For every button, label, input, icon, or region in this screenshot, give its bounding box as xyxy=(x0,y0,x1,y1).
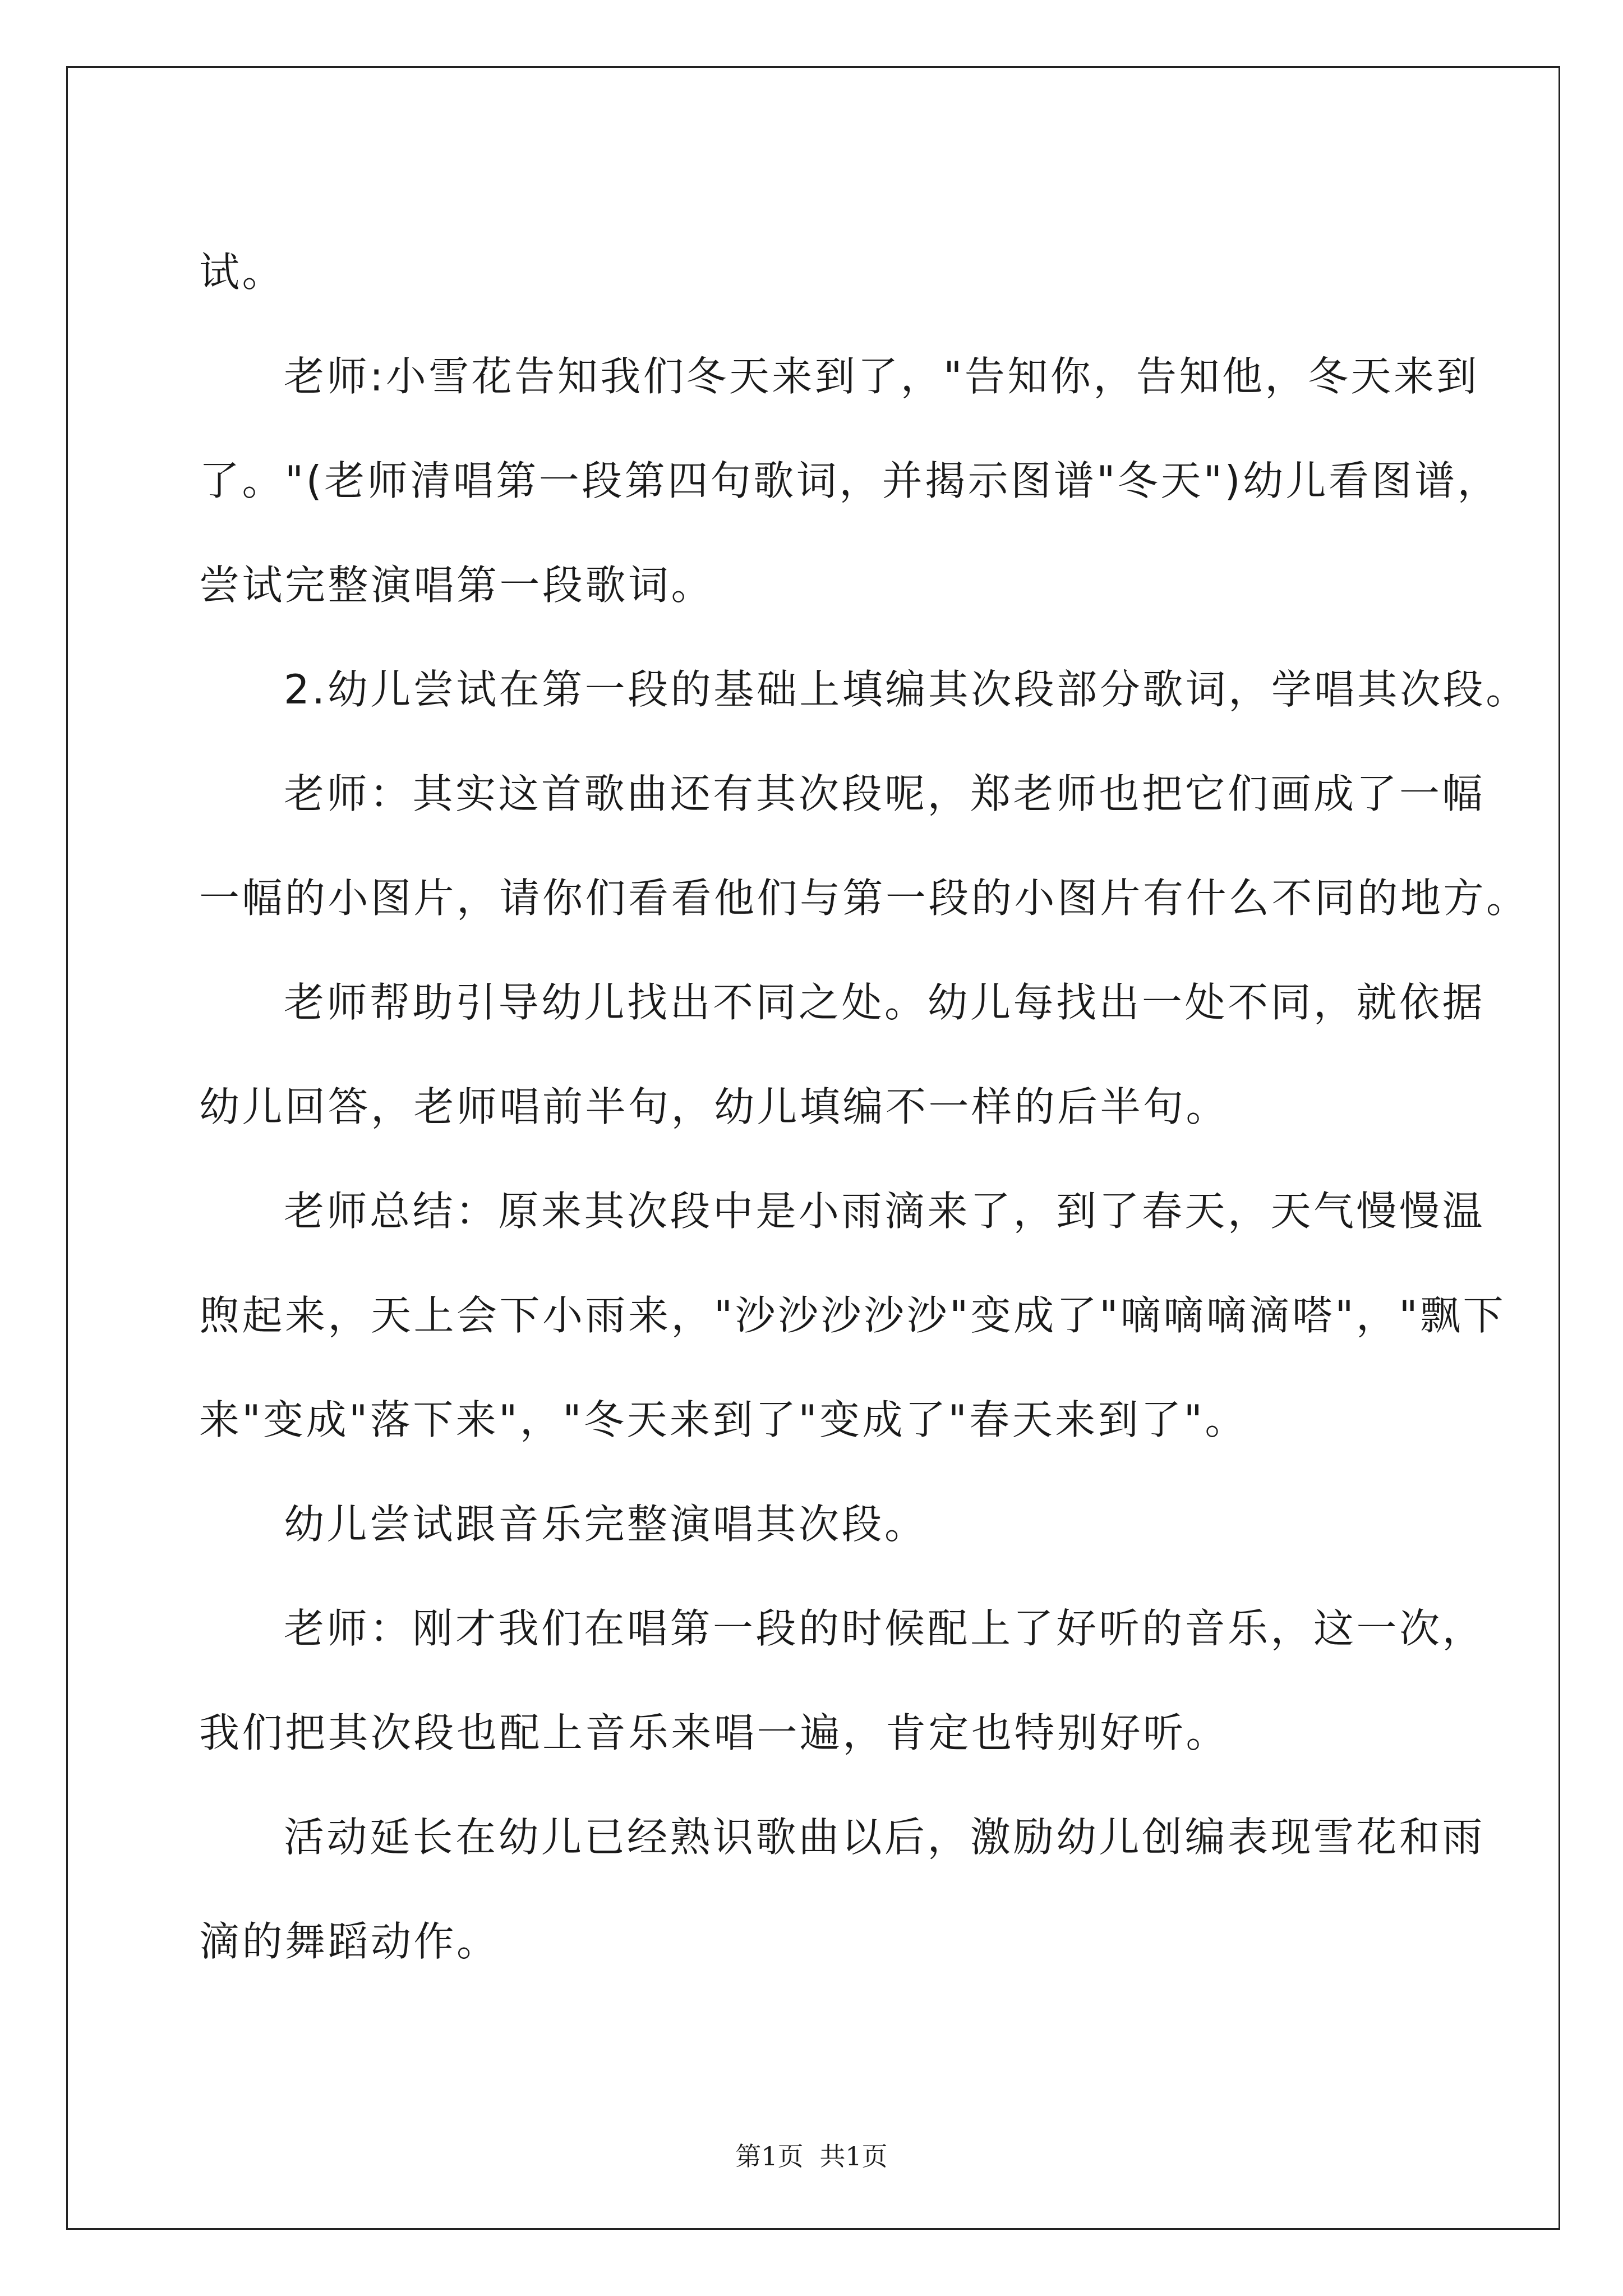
text-line-8: 老师帮助引导幼儿找出不同之处。幼儿每找出一处不同，就依据 xyxy=(284,979,1486,1026)
text-line-6: 老师：其实这首歌曲还有其次段呢，郑老师也把它们画成了一幅 xyxy=(284,770,1486,817)
text-line-14: 老师：刚才我们在唱第一段的时候配上了好听的音乐，这一次， xyxy=(284,1605,1486,1652)
text-line-3: 了。"(老师清唱第一段第四句歌词，并揭示图谱"冬天")幼儿看图谱， xyxy=(199,457,1501,504)
text-line-2: 老师:小雪花告知我们冬天来到了，"告知你，告知他，冬天来到 xyxy=(284,353,1479,400)
text-line-7: 一幅的小图片，请你们看看他们与第一段的小图片有什么不同的地方。 xyxy=(199,875,1529,922)
text-line-4: 尝试完整演唱第一段歌词。 xyxy=(199,562,714,609)
text-line-17: 滴的舞蹈动作。 xyxy=(199,1918,500,1965)
text-line-13: 幼儿尝试跟音乐完整演唱其次段。 xyxy=(284,1501,928,1548)
text-line-9: 幼儿回答，老师唱前半句，幼儿填编不一样的后半句。 xyxy=(199,1083,1229,1130)
page-total: 共1页 xyxy=(819,2141,888,2171)
text-line-16: 活动延长在幼儿已经熟识歌曲以后，激励幼儿创编表现雪花和雨 xyxy=(284,1814,1486,1861)
text-line-12: 来"变成"落下来"，"冬天来到了"变成了"春天来到了"。 xyxy=(199,1396,1248,1443)
text-line-1: 试。 xyxy=(199,249,285,296)
document-body xyxy=(199,220,1529,1994)
text-line-5: 2.幼儿尝试在第一段的基础上填编其次段部分歌词，学唱其次段。 xyxy=(284,666,1529,713)
text-line-10: 老师总结：原来其次段中是小雨滴来了，到了春天，天气慢慢温 xyxy=(284,1188,1486,1235)
text-line-11: 煦起来，天上会下小雨来，"沙沙沙沙沙"变成了"嘀嘀嘀滴嗒"，"飘下 xyxy=(199,1292,1506,1339)
page-number: 第1页 xyxy=(735,2141,804,2171)
text-line-15: 我们把其次段也配上音乐来唱一遍，肯定也特别好听。 xyxy=(199,1709,1229,1756)
page-footer xyxy=(0,2136,1623,2173)
